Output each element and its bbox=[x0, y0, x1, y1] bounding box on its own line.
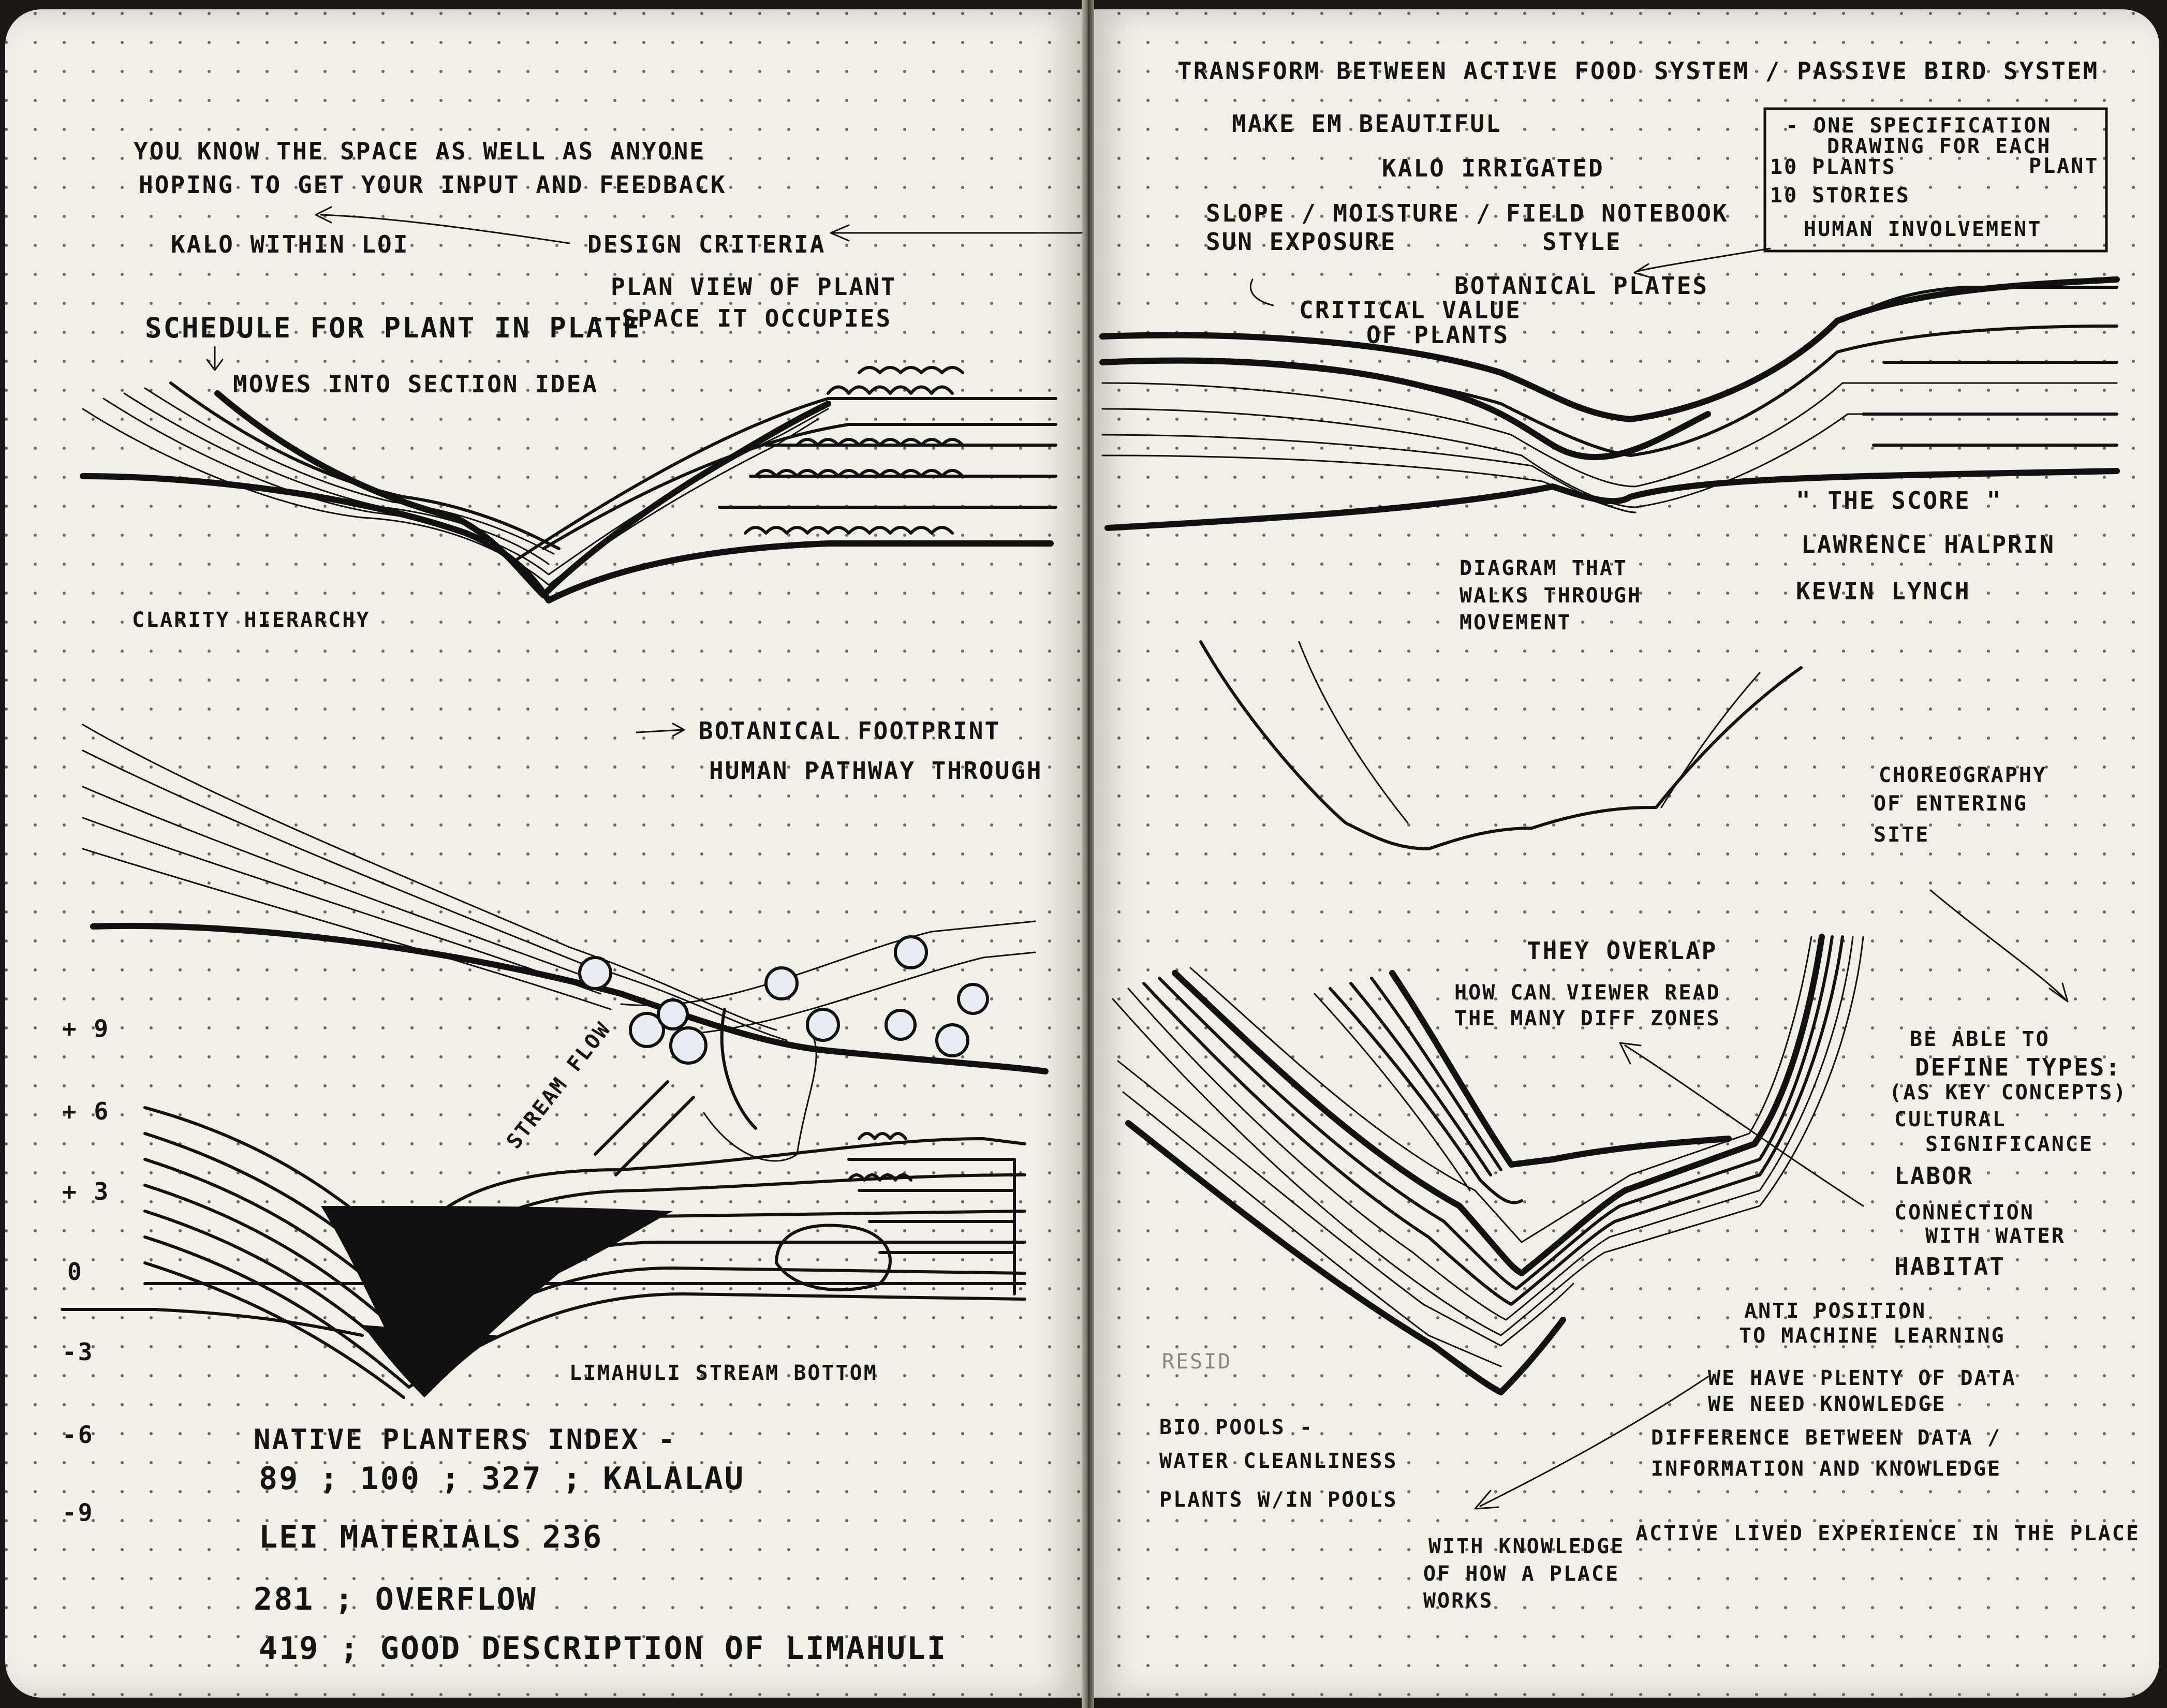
note-kalo-irrigated: KALO IRRIGATED bbox=[1382, 154, 1604, 182]
note-of-entering: OF ENTERING bbox=[1874, 792, 2028, 816]
type-labor: LABOR bbox=[1894, 1162, 1974, 1190]
scale-label-plus-9: + 9 bbox=[62, 1014, 110, 1042]
note-style: STYLE bbox=[1542, 228, 1622, 256]
note-site: SITE bbox=[1874, 823, 1930, 847]
note-botanical-footprint: BOTANICAL FOOTPRINT bbox=[699, 717, 1001, 745]
note-stream-flow: STREAM FLOW bbox=[502, 1017, 616, 1154]
note-active-lived: ACTIVE LIVED EXPERIENCE IN THE PLACE bbox=[1635, 1522, 2140, 1545]
note-need-knowledge: WE NEED KNOWLEDGE bbox=[1708, 1392, 1947, 1416]
note-many-diff-zones: THE MANY DIFF ZONES bbox=[1454, 1007, 1721, 1030]
note-anti-position: ANTI POSITION bbox=[1744, 1299, 1927, 1323]
note-native-planters: NATIVE PLANTERS INDEX - bbox=[254, 1423, 676, 1456]
note-kevin-lynch: KEVIN LYNCH bbox=[1796, 577, 1971, 605]
note-they-overlap: THEY OVERLAP bbox=[1527, 937, 1718, 965]
note-water-cleanliness: WATER CLEANLINESS bbox=[1159, 1449, 1398, 1473]
note-field-notebook: FIELD NOTEBOOK bbox=[1506, 199, 1729, 227]
note-with-knowledge: WITH KNOWLEDGE bbox=[1428, 1535, 1625, 1558]
note-botanical-plates: BOTANICAL PLATES bbox=[1454, 272, 1709, 300]
note-bio-pools: BIO POOLS - bbox=[1159, 1416, 1314, 1439]
note-hoping-input: HOPING TO GET YOUR INPUT AND FEEDBACK bbox=[139, 171, 727, 199]
type-habitat: HABITAT bbox=[1894, 1253, 2006, 1280]
note-make-beautiful: MAKE EM BEAUTIFUL bbox=[1232, 110, 1502, 138]
note-resid: RESID bbox=[1162, 1350, 1232, 1374]
note-space-occupies: - SPACE IT OCCUPIES bbox=[590, 304, 892, 332]
note-plenty-of-data: WE HAVE PLENTY OF DATA bbox=[1708, 1366, 2016, 1390]
scale-label-minus-9: -9 bbox=[62, 1498, 94, 1526]
scale-label-plus-3: + 3 bbox=[62, 1177, 110, 1205]
note-human-pathway: HUMAN PATHWAY THROUGH bbox=[709, 757, 1043, 785]
note-design-criteria: DESIGN CRITERIA bbox=[587, 230, 826, 258]
scale-label-minus-6: -6 bbox=[62, 1421, 94, 1449]
note-machine-learning: TO MACHINE LEARNING bbox=[1739, 1324, 2006, 1348]
type-with-water: WITH WATER bbox=[1925, 1224, 2066, 1248]
note-key-concepts: (AS KEY CONCEPTS) bbox=[1889, 1081, 2128, 1105]
note-define-types: DEFINE TYPES: bbox=[1915, 1053, 2122, 1081]
note-information-knowledge: INFORMATION AND KNOWLEDGE bbox=[1651, 1457, 2002, 1481]
spec-box-line-5: HUMAN INVOLVEMENT bbox=[1804, 217, 2042, 241]
spec-box-line-3b: PLANT bbox=[2029, 154, 2099, 178]
note-plan-view: PLAN VIEW OF PLANT bbox=[611, 273, 897, 301]
movement-path-diagram bbox=[1201, 642, 1801, 849]
note-how-can-viewer: HOW CAN VIEWER READ bbox=[1454, 981, 1721, 1005]
note-good-description: 419 ; GOOD DESCRIPTION OF LIMAHULI bbox=[259, 1630, 948, 1667]
valley-section-sketch-1 bbox=[83, 367, 1056, 600]
scale-label-plus-6: + 6 bbox=[62, 1097, 110, 1125]
note-plants-pools: PLANTS W/IN POOLS bbox=[1159, 1488, 1398, 1512]
spec-box-line-1: - ONE SPECIFICATION bbox=[1786, 114, 2052, 138]
type-connection: CONNECTION bbox=[1894, 1201, 2035, 1225]
note-moves-section: MOVES INTO SECTION IDEA bbox=[233, 370, 598, 398]
scale-label-zero: 0 bbox=[67, 1258, 83, 1286]
scale-label-minus-3: -3 bbox=[62, 1338, 94, 1366]
note-the-score: " THE SCORE " bbox=[1796, 487, 2003, 514]
note-clarity-hierarchy: CLARITY HIERARCHY bbox=[132, 608, 371, 632]
spec-box-line-4: 10 STORIES bbox=[1770, 184, 1910, 208]
note-works: WORKS bbox=[1423, 1589, 1494, 1613]
note-sun-exposure: SUN EXPOSURE bbox=[1206, 228, 1397, 256]
note-lawrence-halprin: LAWRENCE HALPRIN bbox=[1801, 531, 2056, 558]
spec-box-line-3: 10 PLANTS bbox=[1770, 155, 1896, 179]
note-of-how-place: OF HOW A PLACE bbox=[1423, 1562, 1620, 1586]
note-difference-data: DIFFERENCE BETWEEN DATA / bbox=[1651, 1426, 2002, 1450]
note-stream-bottom: LIMAHULI STREAM BOTTOM bbox=[569, 1361, 878, 1385]
note-schedule-plant: SCHEDULE FOR PLANT IN PLATE bbox=[145, 312, 641, 344]
note-lei-materials: LEI MATERIALS 236 bbox=[259, 1519, 603, 1555]
note-transform-systems: TRANSFORM BETWEEN ACTIVE FOOD SYSTEM / PASSIVE BIRD SYSTEM bbox=[1177, 57, 2099, 85]
spec-box-line-2: DRAWING FOR EACH bbox=[1827, 135, 2052, 158]
note-diagram-that: DIAGRAM THAT bbox=[1460, 556, 1628, 580]
note-critical-value: CRITICAL VALUE bbox=[1299, 296, 1522, 324]
stream-bottom-sketch-3 bbox=[62, 1082, 1025, 1397]
note-index-pages: 89 ; 100 ; 327 ; KALALAU bbox=[259, 1461, 745, 1497]
note-of-plants: OF PLANTS bbox=[1366, 321, 1510, 349]
note-overflow: 281 ; OVERFLOW bbox=[254, 1581, 537, 1617]
note-be-able-to: BE ABLE TO bbox=[1910, 1027, 2050, 1051]
note-slope-moisture: SLOPE / MOISTURE / bbox=[1206, 199, 1492, 227]
type-significance: SIGNIFICANCE bbox=[1925, 1132, 2094, 1156]
note-choreography: CHOREOGRAPHY bbox=[1879, 763, 2047, 787]
note-walks-through: WALKS THROUGH bbox=[1460, 584, 1642, 608]
note-kalo-within-loi: KALO WITHIN LOI bbox=[171, 230, 409, 258]
note-know-space: YOU KNOW THE SPACE AS WELL AS ANYONE bbox=[134, 137, 705, 165]
note-movement: MOVEMENT bbox=[1460, 611, 1572, 635]
type-cultural: CULTURAL bbox=[1894, 1108, 2007, 1131]
